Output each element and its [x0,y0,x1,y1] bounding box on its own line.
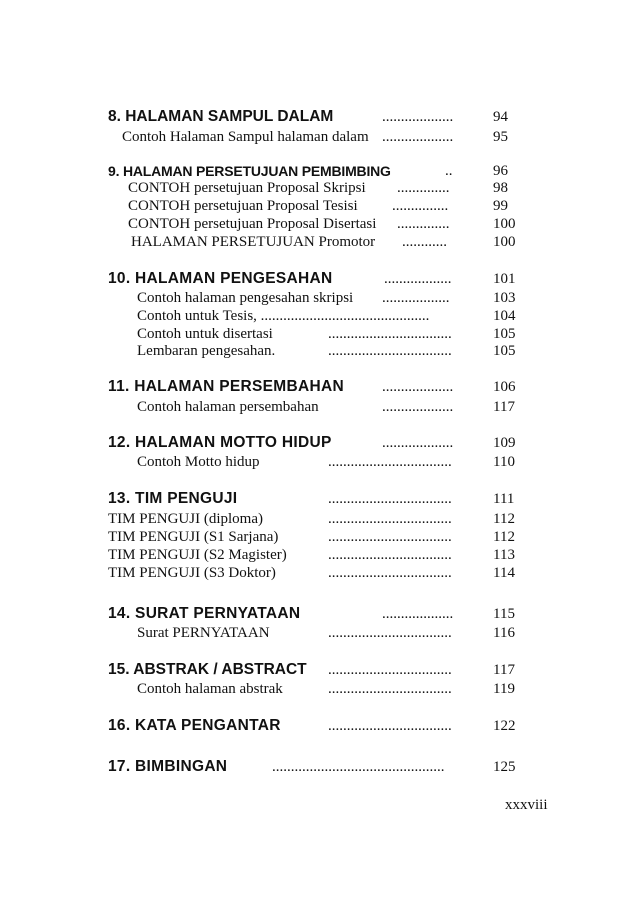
toc-page-number: 109 [493,435,516,451]
toc-leader: .............. [397,216,450,232]
toc-entry [0,214,638,234]
toc-entry [0,127,638,147]
toc-leader: .............. [397,180,450,196]
toc-entry-text: TIM PENGUJI (diploma) [108,511,263,527]
toc-leader: .................. [384,271,452,287]
toc-page-number: 110 [493,454,515,470]
toc-entry-text: Contoh halaman pengesahan skripsi [137,290,354,306]
toc-leader: .. [445,163,453,179]
toc-heading [0,433,638,453]
toc-page-number: 113 [493,547,515,563]
toc-entry-text: CONTOH persetujuan Proposal Disertasi [128,216,377,232]
toc-heading [0,377,638,397]
toc-leader: ................................. [328,326,452,342]
toc-entry-text: Surat PERNYATAAN [137,625,270,641]
toc-page-number: 114 [493,565,515,581]
toc-heading-title: 14. SURAT PERNYATAAN [108,605,301,622]
toc-heading-title: 10. HALAMAN PENGESAHAN [108,270,333,287]
toc-leader: ................................. [328,662,452,678]
toc-heading [0,604,638,624]
toc-leader: ............... [392,198,449,214]
toc-leader: ................................. [328,491,452,507]
toc-page-number: 99 [493,198,508,214]
toc-page-number: 115 [493,606,515,622]
toc-leader: ................... [382,435,454,451]
toc-leader: ................................. [328,565,452,581]
toc-page-number: 119 [493,681,515,697]
toc-entry [0,452,638,472]
toc-page-number: 117 [493,662,515,678]
page-number-footer: xxxviii [505,797,548,813]
toc-heading-title: 9. HALAMAN PERSETUJUAN PEMBIMBING [108,163,391,179]
toc-leader: ............ [402,234,447,250]
toc-page-number: 117 [493,399,515,415]
toc-leader: ................................. [328,529,452,545]
toc-leader: ................... [382,109,454,125]
toc-leader: ................... [382,379,454,395]
toc-entry [0,306,638,326]
toc-entry-text: CONTOH persetujuan Proposal Skripsi [128,180,366,196]
toc-leader: ................... [382,399,454,415]
toc-page-number: 100 [493,234,516,250]
toc-heading [0,107,638,127]
toc-entry [0,397,638,417]
toc-page-number: 100 [493,216,516,232]
toc-heading [0,269,638,289]
toc-page-number: 105 [493,326,516,342]
toc-entry [0,196,638,216]
toc-leader: ................................. [328,343,452,359]
toc-entry-text: Contoh Halaman Sampul halaman dalam [122,129,369,145]
toc-entry-text: Contoh halaman persembahan [137,399,319,415]
toc-page-number: 95 [493,129,508,145]
toc-page-number: 125 [493,759,516,775]
toc-heading-title: 15. ABSTRAK / ABSTRACT [108,661,307,678]
toc-entry [0,623,638,643]
toc-leader: ................................. [328,681,452,697]
toc-page-number: 105 [493,343,516,359]
toc-entry-text: HALAMAN PERSETUJUAN Promotor [131,234,376,250]
toc-page-number: 106 [493,379,516,395]
toc-page-number: 96 [493,163,508,179]
toc-heading-title: 12. HALAMAN MOTTO HIDUP [108,434,332,451]
toc-heading-title: 16. KATA PENGANTAR [108,717,281,734]
toc-leader: ................................. [328,625,452,641]
toc-entry [0,178,638,198]
toc-entry-text: Contoh untuk Tesis, ............................................. [137,308,430,324]
toc-leader: ................................. [328,454,452,470]
toc-page-number: 101 [493,271,516,287]
toc-leader: ................................. [328,718,452,734]
toc-entry [0,509,638,529]
toc-entry [0,232,638,252]
toc-page-number: 112 [493,529,515,545]
toc-leader: .............................................. [272,759,445,775]
toc-heading [0,757,638,777]
toc-heading-title: 11. HALAMAN PERSEMBAHAN [108,378,344,395]
toc-entry-text: Lembaran pengesahan. [137,343,276,359]
toc-page-number: 112 [493,511,515,527]
toc-entry-text: Contoh Motto hidup [137,454,260,470]
toc-page-number: 94 [493,109,508,125]
toc-page-number: 111 [493,491,515,507]
toc-entry [0,545,638,565]
toc-page-number: 104 [493,308,516,324]
toc-heading [0,716,638,736]
toc-entry [0,527,638,547]
toc-leader: ................... [382,129,454,145]
toc-heading-title: 13. TIM PENGUJI [108,490,238,507]
toc-heading [0,660,638,680]
toc-heading [0,489,638,509]
toc-page-number: 116 [493,625,515,641]
toc-page-number: 122 [493,718,516,734]
toc-entry-text: CONTOH persetujuan Proposal Tesisi [128,198,358,214]
toc-entry-text: Contoh untuk disertasi [137,326,273,342]
toc-leader: ................................. [328,511,452,527]
toc-leader: ................... [382,606,454,622]
toc-entry-text: TIM PENGUJI (S1 Sarjana) [108,529,279,545]
toc-heading-title: 17. BIMBINGAN [108,758,228,775]
toc-page-number: 98 [493,180,508,196]
toc-page-number: 103 [493,290,516,306]
toc-entry-text: Contoh halaman abstrak [137,681,283,697]
toc-entry-text: TIM PENGUJI (S3 Doktor) [108,565,276,581]
toc-entry [0,563,638,583]
toc-leader: .................. [382,290,450,306]
toc-entry-text: TIM PENGUJI (S2 Magister) [108,547,287,563]
toc-leader: ................................. [328,547,452,563]
toc-entry [0,288,638,308]
toc-entry [0,341,638,361]
toc-heading-title: 8. HALAMAN SAMPUL DALAM [108,108,334,125]
toc-entry [0,679,638,699]
